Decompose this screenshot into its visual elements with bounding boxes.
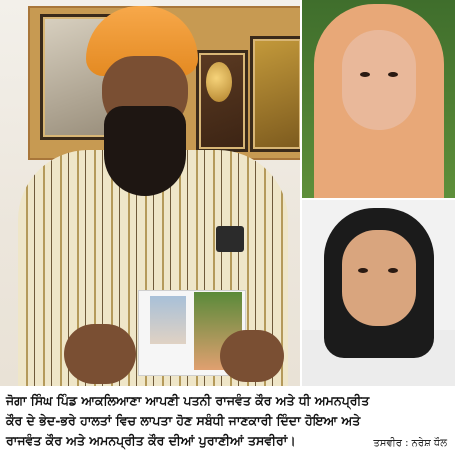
eye xyxy=(358,268,368,273)
held-photo-girl xyxy=(150,296,186,344)
photo-caption xyxy=(0,386,455,464)
caption-line-2: ਕੌਰ ਦੇ ਭੇਦ-ਭਰੇ ਹਾਲਤਾਂ ਵਿਚ ਲਾਪਤਾ ਹੋਣ ਸਬੰਧੀ ਜਾਣਕਾਰੀ ਦਿੰਦਾ ਹੋਇਆ ਅਤੇ xyxy=(6,413,361,428)
girl-face xyxy=(342,230,416,326)
award-frame xyxy=(250,36,300,152)
woman-portrait xyxy=(302,0,455,198)
eye xyxy=(388,72,398,77)
caption-line-3: ਰਾਜਵੰਤ ਕੌਰ ਅਤੇ ਅਮਨਪ੍ਰੀਤ ਕੌਰ ਦੀਆਂ ਪੁਰਾਣੀਆਂ ਤਸਵੀਰਾਂ। xyxy=(6,433,296,448)
girl-portrait xyxy=(302,200,455,386)
award-plaque xyxy=(206,62,232,102)
eye xyxy=(388,268,398,273)
right-hand xyxy=(220,330,284,382)
eye xyxy=(360,72,370,77)
beard xyxy=(104,106,186,196)
left-hand xyxy=(64,324,136,384)
phone-in-pocket xyxy=(216,226,244,252)
woman-face xyxy=(342,30,416,130)
photo-credit: ਤਸਵੀਰ : ਨਰੇਸ਼ ਧੌਲ xyxy=(373,438,447,449)
caption-line-1: ਜੋਗਾ ਸਿੰਘ ਪਿੰਡ ਆਕਲਿਆਣਾ ਆਪਣੀ ਪਤਨੀ ਰਾਜਵੰਤ ਕੌਰ ਅਤੇ ਧੀ ਅਮਨਪ੍ਰੀਤ xyxy=(6,393,370,408)
